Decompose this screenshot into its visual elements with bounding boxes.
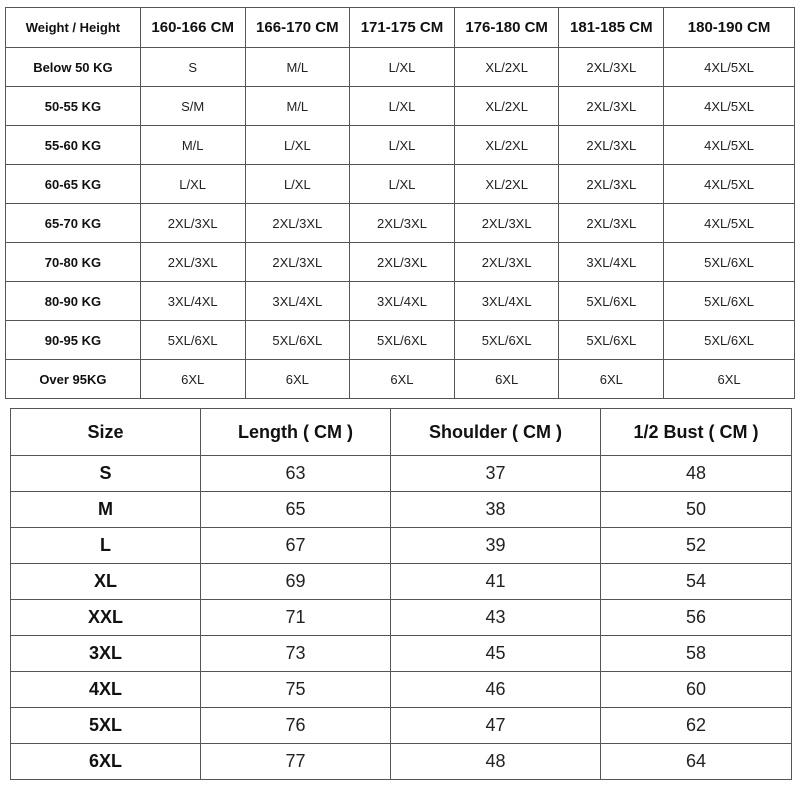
shoulder-cell: 47 [391,708,601,744]
size-column-header: Size [11,409,201,456]
table-row [11,492,792,528]
table-row [6,360,795,399]
height-column-header: 171-175 CM [350,8,455,48]
size-cell: M [11,492,201,528]
size-cell: M/L [140,126,245,165]
length-cell: 73 [201,636,391,672]
table-row [11,528,792,564]
table-row [11,708,792,744]
size-cell: S [11,456,201,492]
size-cell: 5XL/6XL [664,243,795,282]
size-cell: 2XL/3XL [559,48,664,87]
height-column-header: 176-180 CM [454,8,559,48]
table-row [6,126,795,165]
bust-cell: 54 [601,564,792,600]
size-cell: XL/2XL [454,126,559,165]
shoulder-column-header: Shoulder ( CM ) [391,409,601,456]
size-cell: 5XL/6XL [559,282,664,321]
size-cell: 6XL [245,360,350,399]
weight-row-label: 70-80 KG [6,243,141,282]
table-row [11,600,792,636]
table-header-row [11,409,792,456]
size-cell: 4XL/5XL [664,87,795,126]
size-cell: 3XL/4XL [350,282,455,321]
table-row [6,204,795,243]
table-row [11,672,792,708]
bust-cell: 50 [601,492,792,528]
weight-height-size-table [5,7,795,399]
shoulder-cell: 38 [391,492,601,528]
length-column-header: Length ( CM ) [201,409,391,456]
size-cell: 5XL/6XL [245,321,350,360]
table-row [6,282,795,321]
size-cell: 5XL/6XL [559,321,664,360]
size-cell: M/L [245,87,350,126]
size-cell: 2XL/3XL [454,243,559,282]
size-cell: 2XL/3XL [559,126,664,165]
size-cell: S/M [140,87,245,126]
size-cell: L/XL [245,126,350,165]
size-cell: 4XL [11,672,201,708]
length-cell: 76 [201,708,391,744]
table-row [11,564,792,600]
size-cell: L/XL [350,48,455,87]
table-row [6,165,795,204]
shoulder-cell: 41 [391,564,601,600]
corner-header: Weight / Height [6,8,141,48]
size-cell: 2XL/3XL [140,204,245,243]
length-cell: 63 [201,456,391,492]
size-cell: 5XL/6XL [664,321,795,360]
size-cell: XL/2XL [454,48,559,87]
table-row [6,321,795,360]
size-cell: 6XL [11,744,201,780]
size-cell: L/XL [350,126,455,165]
size-cell: 3XL/4XL [245,282,350,321]
size-cell: 4XL/5XL [664,165,795,204]
weight-row-label: Below 50 KG [6,48,141,87]
size-cell: 5XL/6XL [350,321,455,360]
size-cell: 3XL [11,636,201,672]
size-cell: 2XL/3XL [350,243,455,282]
size-cell: 4XL/5XL [664,126,795,165]
size-cell: L [11,528,201,564]
height-column-header: 180-190 CM [664,8,795,48]
shoulder-cell: 37 [391,456,601,492]
table-row [6,243,795,282]
weight-row-label: 80-90 KG [6,282,141,321]
bust-column-header: 1/2 Bust ( CM ) [601,409,792,456]
size-cell: 3XL/4XL [454,282,559,321]
size-cell: 2XL/3XL [559,165,664,204]
size-cell: 2XL/3XL [559,87,664,126]
size-cell: 6XL [140,360,245,399]
size-measurement-table [10,408,792,780]
size-cell: 4XL/5XL [664,204,795,243]
table-row [11,456,792,492]
table-row [11,636,792,672]
weight-row-label: 65-70 KG [6,204,141,243]
shoulder-cell: 45 [391,636,601,672]
size-cell: 3XL/4XL [559,243,664,282]
size-cell: 2XL/3XL [454,204,559,243]
length-cell: 71 [201,600,391,636]
bust-cell: 60 [601,672,792,708]
size-cell: 4XL/5XL [664,48,795,87]
weight-row-label: 50-55 KG [6,87,141,126]
length-cell: 77 [201,744,391,780]
shoulder-cell: 43 [391,600,601,636]
bust-cell: 58 [601,636,792,672]
size-cell: XL/2XL [454,165,559,204]
size-cell: 5XL [11,708,201,744]
shoulder-cell: 48 [391,744,601,780]
size-cell: M/L [245,48,350,87]
length-cell: 75 [201,672,391,708]
table-row [6,48,795,87]
size-cell: L/XL [245,165,350,204]
size-cell: XL/2XL [454,87,559,126]
bust-cell: 48 [601,456,792,492]
length-cell: 65 [201,492,391,528]
size-cell: 3XL/4XL [140,282,245,321]
table-row [6,87,795,126]
size-cell: XXL [11,600,201,636]
size-cell: S [140,48,245,87]
shoulder-cell: 46 [391,672,601,708]
height-column-header: 181-185 CM [559,8,664,48]
size-cell: 2XL/3XL [245,243,350,282]
size-cell: 6XL [350,360,455,399]
height-column-header: 166-170 CM [245,8,350,48]
size-cell: 5XL/6XL [454,321,559,360]
size-cell: 2XL/3XL [140,243,245,282]
bust-cell: 52 [601,528,792,564]
size-cell: L/XL [350,87,455,126]
weight-row-label: Over 95KG [6,360,141,399]
weight-row-label: 60-65 KG [6,165,141,204]
length-cell: 67 [201,528,391,564]
size-cell: 5XL/6XL [140,321,245,360]
shoulder-cell: 39 [391,528,601,564]
weight-row-label: 55-60 KG [6,126,141,165]
bust-cell: 56 [601,600,792,636]
bust-cell: 62 [601,708,792,744]
table-header-row [6,8,795,48]
length-cell: 69 [201,564,391,600]
table-row [11,744,792,780]
size-cell: 6XL [454,360,559,399]
size-cell: XL [11,564,201,600]
size-cell: 2XL/3XL [245,204,350,243]
weight-row-label: 90-95 KG [6,321,141,360]
size-cell: 6XL [664,360,795,399]
size-cell: 5XL/6XL [664,282,795,321]
size-cell: 2XL/3XL [350,204,455,243]
size-cell: 6XL [559,360,664,399]
height-column-header: 160-166 CM [140,8,245,48]
size-cell: 2XL/3XL [559,204,664,243]
size-cell: L/XL [350,165,455,204]
bust-cell: 64 [601,744,792,780]
size-cell: L/XL [140,165,245,204]
